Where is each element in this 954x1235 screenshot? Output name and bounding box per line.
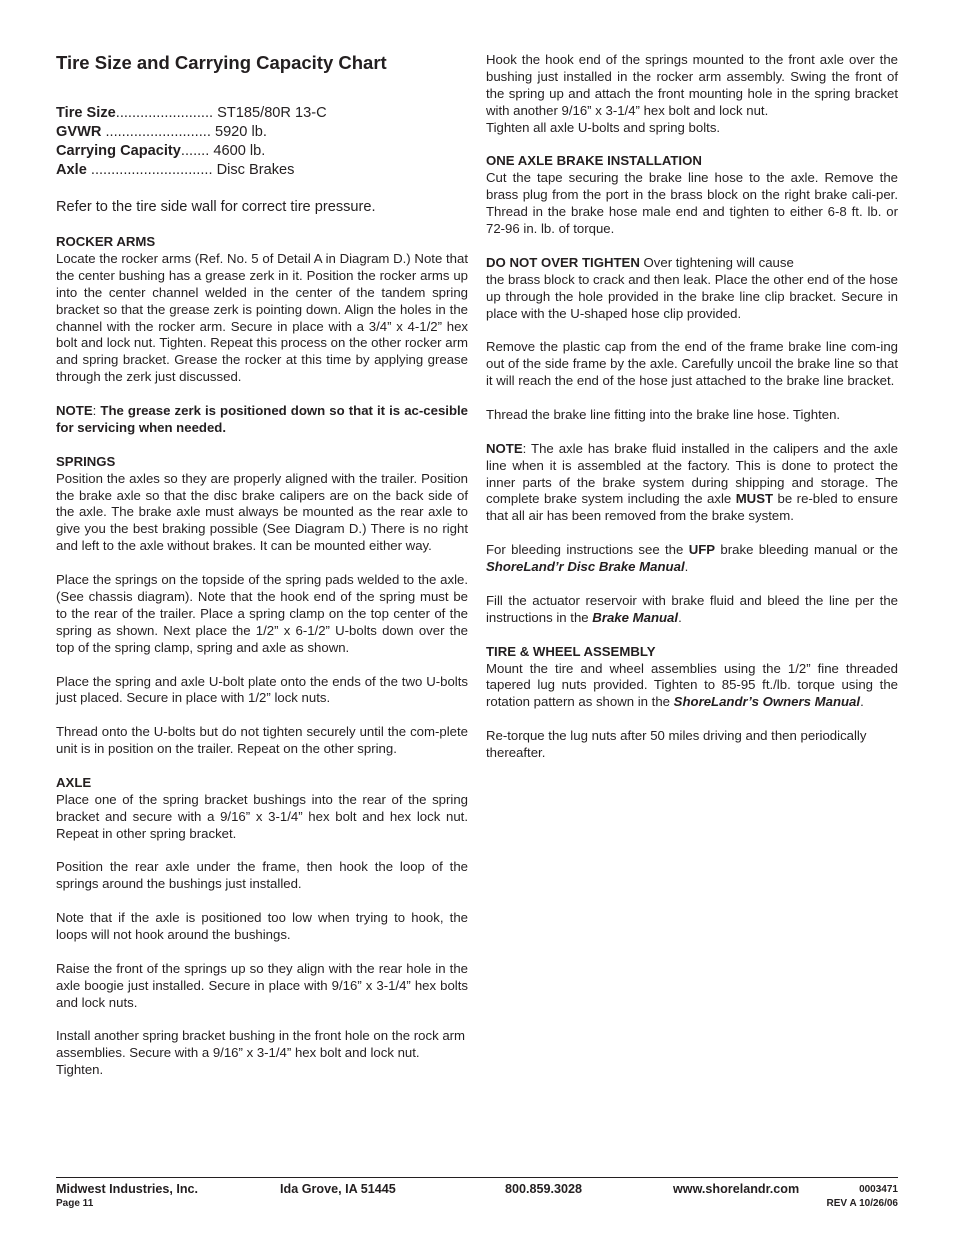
left-column — [56, 52, 468, 1096]
brake-manual-ref: Brake Manual — [592, 609, 679, 625]
footer-website: www.shorelandr.com — [673, 1182, 800, 1196]
owners-manual-ref: ShoreLandr’s Owners Manual — [673, 694, 861, 710]
brake-install-paragraph: Cut the tape securing the brake line hose to the axle. Remove the brass plug from the port in the brass block on the right brake cali-per. Thread in the brake hose male end and tighten to either 6-8 ft. lb. or 72-96 in. lb. of torque. — [486, 170, 898, 237]
fill-reservoir-paragraph: Fill the actuator reservoir with brake fluid and bleed the line per the instructions in the Brake Manual. — [486, 592, 898, 625]
rocker-arms-note: NOTE: The grease zerk is positioned down so that it is ac-cesible for servicing when needed. — [56, 403, 468, 435]
retorque-paragraph: Re-torque the lug nuts after 50 miles driving and then periodically thereafter. — [486, 728, 867, 761]
footer-city: Ida Grove, IA 51445 — [280, 1182, 396, 1196]
axle-paragraph-3: Note that if the axle is positioned too low when trying to hook, the loops will not hook around the bushings. — [56, 910, 468, 943]
brake-install-heading: ONE AXLE BRAKE INSTALLATION — [486, 153, 702, 169]
page-footer — [56, 1177, 898, 1212]
axle-paragraph-2: Position the rear axle under the frame, then hook the loop of the springs around the bushings just installed. — [56, 859, 468, 892]
springs-paragraph-1: Position the axles so they are properly aligned with the trailer. Position the brake axle so that the disc brake calipers are on the back side of the axle. The brake axle must always be mounted as the rear axle to give you the best braking possible (See Diagram D.) There is no right and left to the axle without brakes. It can be mounted either way. — [56, 470, 468, 554]
springs-paragraph-4: Thread onto the U-bolts but do not tighten securely until the com-plete unit is in position on the trailer. Repeat on the other spring. — [56, 724, 468, 757]
springs-paragraph-2: Place the springs on the topside of the spring pads welded to the axle. (See chassis diagram). Note that the hook end of the spring must be to the rear of the trailer. Place a spring clamp on the top center of the spring as shown. Next place the 1/2” x 6-1/2” U-bolts down over the top of the spring clamp, spring and axle as shown. — [56, 572, 468, 655]
spec-gvwr: GVWR .......................... 5920 lb. — [56, 124, 267, 140]
footer-revision: REV A 10/26/06 — [826, 1198, 898, 1209]
tire-wheel-paragraph: Mount the tire and wheel assemblies using the 1/2” fine threaded tapered lug nuts provided. Tighten to 85-95 ft./lb. torque using the rotation pattern as shown in the ShoreLandr’s Owners Manual. — [486, 660, 898, 710]
axle-paragraph-4: Raise the front of the springs up so they align with the rear hole in the axle boogie just installed. Secure in place with 9/16” x 3-1/4” hex bolts and lock nuts. — [56, 960, 468, 1010]
disc-brake-manual-ref: ShoreLand’r Disc Brake Manual — [486, 559, 685, 575]
axle-heading: AXLE — [56, 774, 92, 790]
brake-fluid-note: NOTE: The axle has brake fluid installed in the calipers and the axle line when it is assembled at the factory. This is done to protect the inner parts of the brake system during shipping and storage. The complete brake system including the axle MUST be re-bled to ensure that all air has been removed from the brake system. — [486, 440, 898, 524]
do-not-over-tighten-line: DO NOT OVER TIGHTEN Over tightening will cause — [486, 254, 794, 270]
page-title: Tire Size and Carrying Capacity Chart — [56, 52, 387, 73]
footer-company: Midwest Industries, Inc. — [56, 1182, 199, 1196]
footer-page-number: Page 11 — [56, 1198, 94, 1209]
tire-wheel-heading: TIRE & WHEEL ASSEMBLY — [486, 643, 656, 659]
tire-pressure-note: Refer to the tire side wall for correct tire pressure. — [56, 199, 376, 215]
remove-cap-paragraph: Remove the plastic cap from the end of the frame brake line com-ing out of the side frame by the axle. Carefully uncoil the brake line so that it will reach the end of the hose just attached to the brake line bracket. — [486, 339, 898, 389]
hook-springs-paragraph: Hook the hook end of the springs mounted to the front axle over the bushing just installed in the rocker arm assembly. Swing the front of the spring up and attach the front mounting hole in the spring bracket with another 9/16” x 3-1/4” hex bolt and lock nut. — [486, 52, 898, 118]
footer-phone: 800.859.3028 — [505, 1182, 583, 1196]
axle-paragraph-1: Place one of the spring bracket bushings into the rear of the spring bracket and secure with a 9/16” x 3-1/4” hex bolt and hex lock nut. Repeat in other spring bracket. — [56, 791, 468, 841]
rocker-arms-heading: ROCKER ARMS — [56, 234, 156, 249]
tighten-bolts-line: Tighten all axle U-bolts and spring bolts. — [486, 119, 721, 135]
spec-axle: Axle .............................. Disc Brakes — [56, 162, 295, 178]
right-column — [486, 52, 898, 779]
springs-paragraph-3: Place the spring and axle U-bolt plate onto the ends of the two U-bolts just placed. Secure in place with 1/2” lock nuts. — [56, 673, 468, 706]
footer-second-row — [56, 1198, 898, 1212]
thread-fitting-paragraph: Thread the brake line fitting into the brake line hose. Tighten. — [486, 406, 841, 422]
footer-doc-number: 0003471 — [859, 1184, 898, 1195]
spec-carrying-capacity: Carrying Capacity....... 4600 lb. — [56, 143, 266, 159]
brass-block-paragraph: the brass block to crack and then leak. Place the other end of the hose up through the hole provided in the brake line clip bracket. Secure in place with the U-shaped hose clip provided. — [486, 271, 898, 321]
rocker-arms-paragraph: Locate the rocker arms (Ref. No. 5 of Detail A in Diagram D.) Note that the center bushing has a grease zerk in it. Position the rocker arms up into the center channel welded in the center of the tandem spring bracket so that the grease zerk is pointing down. Align the holes in the channel with the rocker arm. Secure in place with a 3/4” x 4-1/2” hex bolt and lock nut. Tighten. Repeat this process on the other rocker arm and spring bracket. Grease the rocker at this time by applying grease through the zerk just discussed. — [56, 250, 468, 385]
axle-paragraph-5: Install another spring bracket bushing in the front hole on the rock arm assemblies. Secure with a 9/16” x 3-1/4” hex bolt and lock nut. Tighten. — [56, 1028, 466, 1078]
bleeding-instructions-paragraph: For bleeding instructions see the UFP brake bleeding manual or the ShoreLand’r Disc Brake Manual. — [486, 542, 898, 575]
springs-heading: SPRINGS — [56, 453, 116, 469]
spec-list — [56, 104, 468, 180]
footer-main-row — [56, 1182, 898, 1198]
spec-tire-size: Tire Size........................ ST185/80R 13-C — [56, 105, 327, 121]
